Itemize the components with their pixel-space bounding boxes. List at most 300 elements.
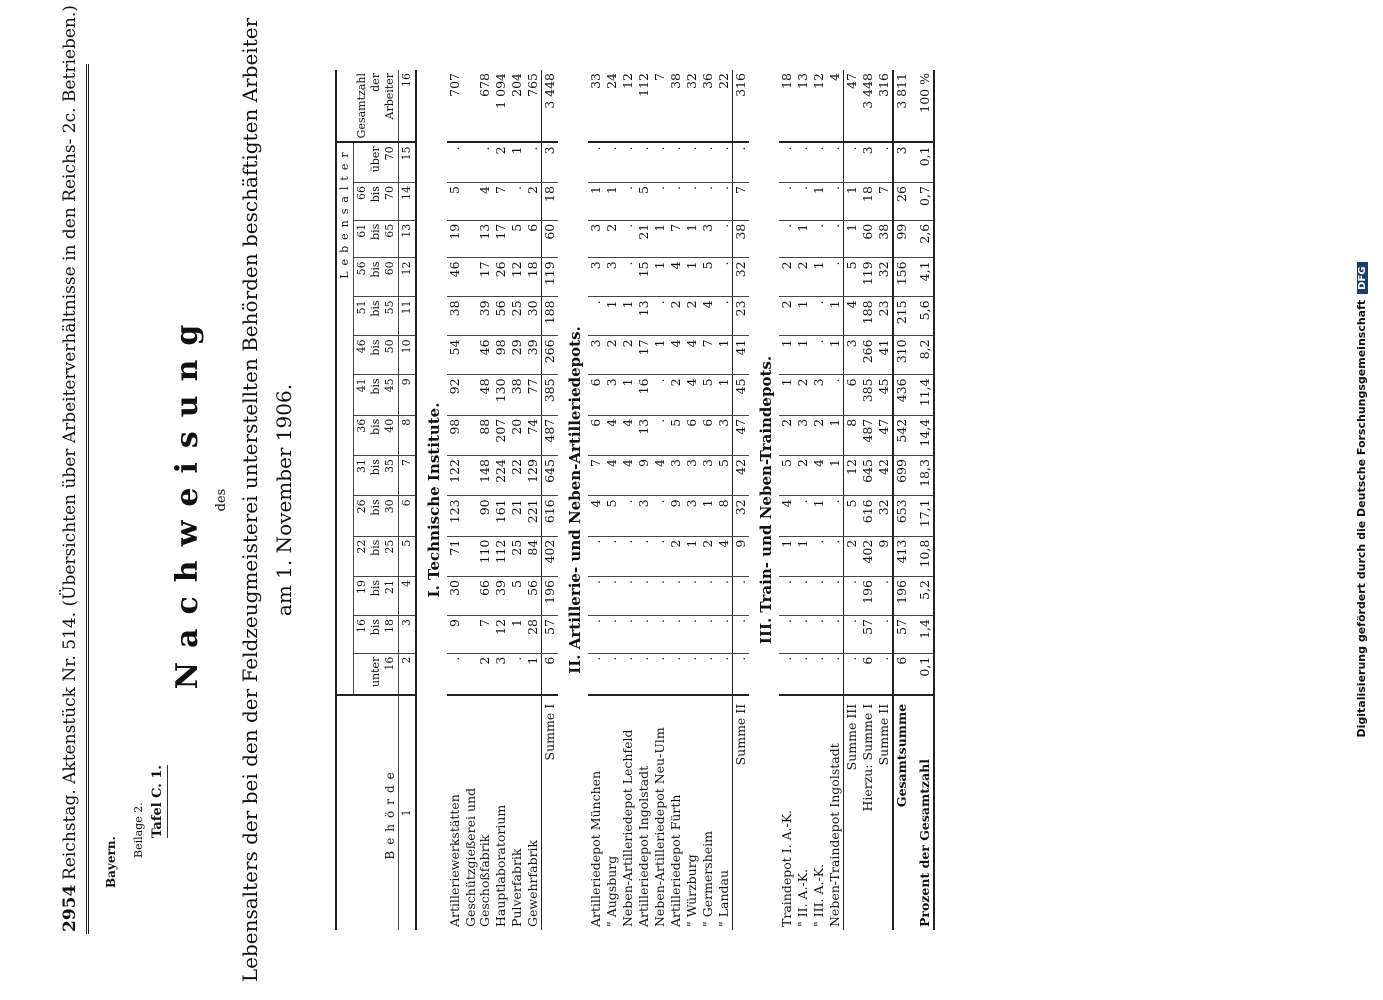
table-cell: 30 <box>525 297 542 336</box>
table-cell: . <box>733 653 750 695</box>
table-cell: 1 <box>509 615 525 653</box>
table-cell: . <box>811 576 827 615</box>
table-cell: . <box>827 375 844 415</box>
table-cell: 0,1 <box>910 653 934 695</box>
table-cell: 385 <box>860 375 876 415</box>
table-cell: 7 <box>876 183 893 221</box>
table-cell: 112 <box>493 536 509 576</box>
table-cell: 6 <box>684 415 700 455</box>
table-cell: . <box>588 536 604 576</box>
table-cell: 1 <box>779 375 795 415</box>
table-row <box>844 70 861 930</box>
table-cell: 3 <box>795 415 811 455</box>
table-cell: 6 <box>860 653 876 695</box>
table-cell: 1 <box>652 258 668 297</box>
table-cell: . <box>652 183 668 221</box>
table-cell: 42 <box>733 456 750 496</box>
table-cell: 23 <box>733 297 750 336</box>
table-cell: . <box>827 615 844 653</box>
table-cell: 2 <box>668 536 684 576</box>
table-cell: . <box>716 576 733 615</box>
table-cell: 3 <box>844 336 861 375</box>
table-cell: 1 <box>525 653 542 695</box>
table-cell: 6 <box>844 375 861 415</box>
table-cell: 60 <box>542 220 559 258</box>
table-cell: 6 <box>542 653 559 695</box>
table-cell: 100 % <box>910 70 934 142</box>
table-cell: . <box>827 258 844 297</box>
document-title-des: des <box>214 488 229 512</box>
row-label: Artilleriedepot Fürth <box>668 794 683 927</box>
table-cell: 413 <box>893 536 910 576</box>
row-label: Artilleriedepot München <box>588 770 603 927</box>
tafel-label: Tafel C. 1. <box>150 765 168 838</box>
table-cell: 9 <box>876 536 893 576</box>
table-cell: 12 <box>844 456 861 496</box>
table-cell: 54 <box>447 336 463 375</box>
state-label: Bayern. <box>104 836 118 888</box>
header-age-group: 66 bis 70 <box>354 183 399 221</box>
table-cell: . <box>588 576 604 615</box>
section-title: II. Artillerie- und Neben-Artilleriedepots. <box>566 326 584 674</box>
table-cell: 699 <box>893 456 910 496</box>
table-cell: . <box>668 183 684 221</box>
table-cell: . <box>811 297 827 336</box>
table-cell: . <box>652 576 668 615</box>
table-row <box>463 70 493 930</box>
table-cell: 266 <box>860 336 876 375</box>
table-cell: 4 <box>811 456 827 496</box>
table-cell: 39 <box>493 576 509 615</box>
table-cell: 266 <box>542 336 559 375</box>
table-cell: . <box>827 653 844 695</box>
table-cell: 148 <box>463 456 493 496</box>
table-cell: 38 <box>668 70 684 142</box>
table-cell: 4 <box>668 336 684 375</box>
table-cell: 42 <box>876 456 893 496</box>
table-cell: 38 <box>509 375 525 415</box>
row-label: " II. A.-K. <box>795 868 810 927</box>
table-cell: . <box>620 220 636 258</box>
table-cell: 112 <box>636 70 652 142</box>
table-cell: 123 <box>447 496 463 536</box>
table-cell: 1 <box>827 456 844 496</box>
table-cell: . <box>716 653 733 695</box>
table-cell: . <box>700 576 716 615</box>
row-label: Summe II <box>876 703 891 766</box>
table-cell: 28 <box>525 615 542 653</box>
table-cell: 3 448 <box>860 70 876 142</box>
table-cell: 5 <box>716 456 733 496</box>
table-row <box>652 70 668 930</box>
table-cell: 5 <box>509 576 525 615</box>
table-cell: . <box>668 653 684 695</box>
table-cell: . <box>620 576 636 615</box>
table-cell: 6 <box>588 375 604 415</box>
table-cell: . <box>733 142 750 182</box>
table-cell: 4 <box>779 496 795 536</box>
table-cell: 2 <box>795 258 811 297</box>
table-cell: 45 <box>733 375 750 415</box>
column-index: 9 <box>399 375 417 415</box>
row-label: " Augsburg <box>604 855 619 927</box>
table-cell: 3 <box>542 142 559 182</box>
table-cell: . <box>716 615 733 653</box>
table-cell: 5,2 <box>910 576 934 615</box>
table-cell: . <box>636 536 652 576</box>
table-cell: . <box>811 220 827 258</box>
table-cell: 765 <box>525 70 542 142</box>
table-cell: 542 <box>893 415 910 455</box>
table-cell: . <box>827 576 844 615</box>
table-cell: 1 <box>779 536 795 576</box>
table-cell: . <box>620 258 636 297</box>
table-cell: 74 <box>525 415 542 455</box>
table-cell: 10,8 <box>910 536 934 576</box>
table-cell: 57 <box>860 615 876 653</box>
table-body <box>416 70 934 930</box>
table-cell: . <box>652 297 668 336</box>
column-index: 2 <box>399 653 417 695</box>
document-subtitle-line2: am 1. November 1906. <box>272 383 296 617</box>
table-cell: . <box>652 415 668 455</box>
table-cell: 19 <box>447 220 463 258</box>
table-cell: 2 <box>811 415 827 455</box>
table-cell: 7 <box>733 183 750 221</box>
table-cell: . <box>636 653 652 695</box>
column-index: 7 <box>399 456 417 496</box>
table-row <box>811 70 827 930</box>
table-cell: . <box>620 653 636 695</box>
table-row <box>716 70 733 930</box>
table-cell: 5 <box>844 258 861 297</box>
table-cell: 13 <box>636 297 652 336</box>
credit-text: Digitalisierung gefördert durch die Deutsche Forschungsgemeinschaft <box>1355 299 1368 738</box>
row-label: Gesamtsumme <box>893 695 910 930</box>
table-cell: 4,1 <box>910 258 934 297</box>
header-age-group: über 70 <box>354 142 399 182</box>
table-cell: 678 <box>463 70 493 142</box>
table-cell: 46 <box>463 336 493 375</box>
table-row <box>636 70 652 930</box>
table-cell: . <box>795 142 811 182</box>
table-cell: 47 <box>733 415 750 455</box>
row-label: Hauptlaboratorium <box>493 804 508 927</box>
table-cell: . <box>876 142 893 182</box>
table-cell: . <box>716 258 733 297</box>
header-age-group: 31 bis 35 <box>354 456 399 496</box>
table-cell: 645 <box>542 456 559 496</box>
table-cell: 196 <box>893 576 910 615</box>
header-age-group: 36 bis 40 <box>354 415 399 455</box>
table-cell: 3 <box>700 456 716 496</box>
table-cell: . <box>811 336 827 375</box>
row-label: " Würzburg <box>684 854 699 927</box>
table-cell: 1 <box>684 536 700 576</box>
table-cell: 98 <box>447 415 463 455</box>
table-cell: 77 <box>525 375 542 415</box>
table-cell: 12 <box>493 615 509 653</box>
table-cell: 32 <box>733 496 750 536</box>
table-cell: 1 <box>620 375 636 415</box>
table-cell: 316 <box>876 70 893 142</box>
header-age-group: 41 bis 45 <box>354 375 399 415</box>
table-cell: 1 <box>827 336 844 375</box>
table-cell: 4 <box>684 375 700 415</box>
table-cell: . <box>588 653 604 695</box>
table-cell: 25 <box>509 536 525 576</box>
table-cell: 32 <box>684 70 700 142</box>
table-cell: . <box>604 653 620 695</box>
table-cell: 5 <box>604 496 620 536</box>
table-cell: 41 <box>876 336 893 375</box>
table-cell: 3 <box>811 375 827 415</box>
table-cell: . <box>525 142 542 182</box>
column-index: 8 <box>399 415 417 455</box>
table-cell: 3 <box>716 415 733 455</box>
table-cell: 4 <box>684 336 700 375</box>
table-cell: 1 <box>604 183 620 221</box>
table-cell: . <box>588 142 604 182</box>
table-cell: 32 <box>733 258 750 297</box>
table-cell: 3 <box>604 258 620 297</box>
table-cell: . <box>652 375 668 415</box>
table-cell: . <box>795 576 811 615</box>
table-cell: 32 <box>876 496 893 536</box>
dfg-logo: DFG <box>1357 263 1368 294</box>
table-cell: 2 <box>604 220 620 258</box>
table-cell: 130 <box>493 375 509 415</box>
table-cell: 14,4 <box>910 415 934 455</box>
table-cell: . <box>827 496 844 536</box>
table-cell: 22 <box>716 70 733 142</box>
table-cell: 30 <box>447 576 463 615</box>
digitization-credit <box>1355 0 1368 1000</box>
table-cell: 66 <box>463 576 493 615</box>
column-index: 15 <box>399 142 417 182</box>
table-cell: 20 <box>509 415 525 455</box>
table-cell: . <box>604 536 620 576</box>
table-cell: 129 <box>525 456 542 496</box>
table-cell: . <box>811 653 827 695</box>
row-label: Artilleriedepot Ingolstadt <box>636 765 651 927</box>
table-cell: 25 <box>509 297 525 336</box>
table-cell: 487 <box>860 415 876 455</box>
table-cell: 47 <box>844 70 861 142</box>
table-cell: 18,3 <box>910 456 934 496</box>
table-row <box>733 70 750 930</box>
table-cell: 1 <box>716 336 733 375</box>
table-cell: . <box>652 653 668 695</box>
row-label: Prozent der Gesamtzahl <box>910 695 934 930</box>
header-gesamtzahl: Gesamtzahl der Arbeiter <box>336 70 399 142</box>
table-cell: . <box>652 496 668 536</box>
table-cell: 2 <box>525 183 542 221</box>
table-cell: 21 <box>509 496 525 536</box>
table-row <box>779 70 795 930</box>
table-cell: 1 <box>811 183 827 221</box>
table-cell: 12 <box>620 70 636 142</box>
table-cell: . <box>447 142 463 182</box>
table-cell: 188 <box>542 297 559 336</box>
table-cell: 3 811 <box>893 70 910 142</box>
table-cell: 645 <box>860 456 876 496</box>
table-cell: . <box>733 576 750 615</box>
table-cell: 3 <box>588 258 604 297</box>
table-cell: . <box>684 142 700 182</box>
section-title: III. Train- und Neben-Traindepots. <box>757 355 775 645</box>
table-cell: 3 448 <box>542 70 559 142</box>
table-cell: . <box>827 536 844 576</box>
table-cell: . <box>795 653 811 695</box>
table-cell: 1 <box>620 297 636 336</box>
table-cell: 9 <box>733 536 750 576</box>
table-cell: 616 <box>542 496 559 536</box>
table-cell: 7 <box>588 456 604 496</box>
table-cell: 13 <box>636 415 652 455</box>
table-cell: . <box>779 142 795 182</box>
table-cell: 38 <box>876 220 893 258</box>
table-cell: 2 <box>795 456 811 496</box>
table-cell: 653 <box>893 496 910 536</box>
table-cell: . <box>668 576 684 615</box>
table-cell: 39 <box>525 336 542 375</box>
table-row <box>893 70 910 930</box>
table-cell: . <box>604 576 620 615</box>
table-cell: 2 <box>684 297 700 336</box>
table-cell: 2 <box>779 258 795 297</box>
table-cell: . <box>795 183 811 221</box>
table-row <box>700 70 716 930</box>
table-cell: 2 <box>700 536 716 576</box>
table-cell: 17 <box>636 336 652 375</box>
column-index: 4 <box>399 576 417 615</box>
column-index: 16 <box>399 70 417 142</box>
table-cell: 12 <box>509 258 525 297</box>
table-cell: 56 <box>525 576 542 615</box>
table-cell: . <box>716 297 733 336</box>
table-cell: 3 <box>684 456 700 496</box>
table-cell: 32 <box>876 258 893 297</box>
table-cell: 4 <box>668 258 684 297</box>
table-cell: 7 <box>668 220 684 258</box>
table-cell: . <box>811 142 827 182</box>
table-cell: 1 <box>700 496 716 536</box>
table-cell: 310 <box>893 336 910 375</box>
document-subtitle-line1: Lebensalters der bei den der Feldzeugmeisterei unterstellten Behörden beschäftigten Arbeiter <box>238 17 262 983</box>
table-header-group-row <box>336 70 354 930</box>
table-cell: 6 <box>893 653 910 695</box>
table-cell: 7 <box>652 70 668 142</box>
table-cell: 7 <box>463 615 493 653</box>
table-cell: 88 <box>463 415 493 455</box>
table-cell: 1 <box>684 220 700 258</box>
table-cell: 0,7 <box>910 183 934 221</box>
table-cell: 3 <box>700 220 716 258</box>
row-label: Hierzu: Summe I <box>860 703 875 812</box>
table-cell: . <box>604 615 620 653</box>
table-cell: . <box>716 220 733 258</box>
table-cell: 402 <box>860 536 876 576</box>
table-cell: 0,1 <box>910 142 934 182</box>
table-cell: 5,6 <box>910 297 934 336</box>
table-cell: . <box>827 142 844 182</box>
table-row <box>876 70 893 930</box>
table-cell: . <box>700 653 716 695</box>
table-cell: 316 <box>733 70 750 142</box>
row-label: Summe I <box>542 695 559 930</box>
table-cell: . <box>636 142 652 182</box>
section-heading-row <box>416 70 447 930</box>
page-number: 2954 <box>60 884 80 932</box>
table-cell: 1,4 <box>910 615 934 653</box>
table-cell: . <box>684 615 700 653</box>
header-age-group: 51 bis 55 <box>354 297 399 336</box>
table-cell: 17 <box>463 258 493 297</box>
table-row <box>620 70 636 930</box>
table-cell: 4 <box>604 456 620 496</box>
table-cell: 12 <box>811 70 827 142</box>
table-cell: 4 <box>827 70 844 142</box>
table-cell: . <box>668 615 684 653</box>
table-cell: 11,4 <box>910 375 934 415</box>
row-label: Pulverfabrik <box>509 848 524 927</box>
table-cell: 2 <box>795 375 811 415</box>
table-cell: 99 <box>893 220 910 258</box>
table-cell: . <box>620 496 636 536</box>
table-cell: 22 <box>509 456 525 496</box>
row-label: " Germersheim <box>700 830 715 927</box>
table-cell: 92 <box>447 375 463 415</box>
table-cell: 3 <box>636 496 652 536</box>
table-cell: 221 <box>525 496 542 536</box>
table-cell: . <box>876 576 893 615</box>
table-cell: 26 <box>493 258 509 297</box>
section-heading-row <box>749 70 779 930</box>
header-age-group: 22 bis 25 <box>354 536 399 576</box>
column-index: 3 <box>399 615 417 653</box>
table-cell: 1 <box>509 142 525 182</box>
table-cell: 2 <box>620 336 636 375</box>
table-cell: 188 <box>860 297 876 336</box>
table-cell: 3 <box>604 375 620 415</box>
table-cell: 3 <box>893 142 910 182</box>
table-cell: 98 <box>493 336 509 375</box>
table-cell: 36 <box>700 70 716 142</box>
table-cell: . <box>876 653 893 695</box>
table-cell: 204 <box>509 70 525 142</box>
table-row <box>509 70 525 930</box>
table-cell: . <box>447 653 463 695</box>
table-row <box>860 70 876 930</box>
table-cell: 18 <box>542 183 559 221</box>
table-row <box>668 70 684 930</box>
table-cell: 3 <box>860 142 876 182</box>
table-cell: 1 094 <box>493 70 509 142</box>
column-index: 13 <box>399 220 417 258</box>
table-cell: 5 <box>700 258 716 297</box>
table-cell: 5 <box>668 415 684 455</box>
running-header: Reichstag. Aktenstück Nr. 514. (Übersichten über Arbeiterverhältnisse in den Reichs- 2c. Betrieben.) <box>60 5 80 880</box>
table-cell: 24 <box>604 70 620 142</box>
table-cell: 2 <box>668 375 684 415</box>
table-cell: . <box>779 183 795 221</box>
table-cell: 1 <box>795 336 811 375</box>
table-cell: 122 <box>447 456 463 496</box>
table-cell: 2 <box>668 297 684 336</box>
table-cell: 39 <box>463 297 493 336</box>
table-cell: . <box>700 183 716 221</box>
